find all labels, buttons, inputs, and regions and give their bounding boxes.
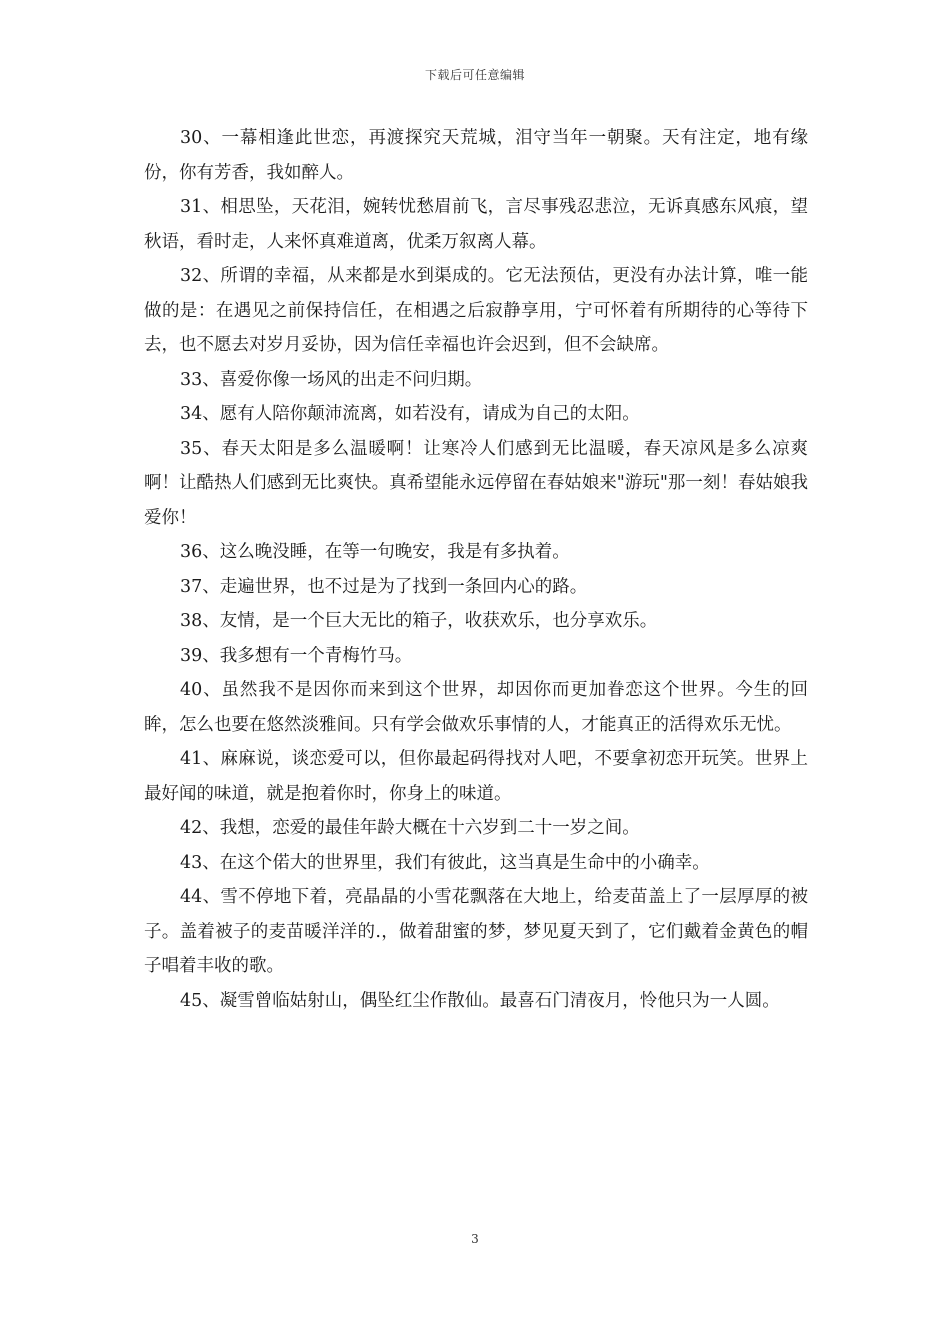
paragraph-37: 37、走遍世界，也不过是为了找到一条回内心的路。 <box>180 576 588 597</box>
document-body <box>144 121 808 1018</box>
paragraph-33: 33、喜爱你像一场风的出走不问归期。 <box>180 369 483 390</box>
paragraph-31: 31、相思坠，天花泪，婉转忧愁眉前飞，言尽事残忍悲泣，无诉真感东风痕，望秋语，看时走，人来怀真难道离，优柔万叙离人幕。 <box>144 197 808 252</box>
paragraph-34: 34、愿有人陪你颠沛流离，如若没有，请成为自己的太阳。 <box>180 404 640 424</box>
paragraph-44: 44、雪不停地下着，亮晶晶的小雪花飘落在大地上，给麦苗盖上了一层厚厚的被子。盖着被子的麦苗暖洋洋的.，做着甜蜜的梦，梦见夏天到了，它们戴着金黄色的帽子唱着丰收的歌。 <box>144 887 808 976</box>
page-header: 下载后可任意编辑 <box>424 68 525 82</box>
paragraph-36: 36、这么晚没睡，在等一句晚安，我是有多执着。 <box>180 542 570 562</box>
paragraph-38: 38、友情，是一个巨大无比的箱子，收获欢乐，也分享欢乐。 <box>180 611 658 631</box>
page-number: 3 <box>471 1232 479 1246</box>
paragraph-43: 43、在这个偌大的世界里，我们有彼此，这当真是生命中的小确幸。 <box>180 852 710 873</box>
paragraph-32: 32、所谓的幸福，从来都是水到渠成的。它无法预估，更没有办法计算，唯一能做的是：在遇见之前保持信任，在相遇之后寂静享用，宁可怀着有所期待的心等待下去，也不愿去对岁月妥协，因为信任幸福也许会迟到，但不会缺席。 <box>144 266 808 355</box>
paragraph-45: 45、凝雪曾临姑射山，偶坠红尘作散仙。最喜石门清夜月，怜他只为一人圆。 <box>180 990 780 1011</box>
paragraph-42: 42、我想，恋爱的最佳年龄大概在十六岁到二十一岁之间。 <box>180 818 640 838</box>
paragraph-30: 30、一幕相逢此世恋，再渡探究天荒城，泪守当年一朝聚。天有注定，地有缘份，你有芳香，我如醉人。 <box>144 128 808 183</box>
paragraph-41: 41、麻麻说，谈恋爱可以，但你最起码得找对人吧，不要拿初恋开玩笑。世界上最好闻的味道，就是抱着你时，你身上的味道。 <box>144 749 808 804</box>
paragraph-35: 35、春天太阳是多么温暖啊！让寒冷人们感到无比温暖，春天凉风是多么凉爽啊！让酷热人们感到无比爽快。真希望能永远停留在春姑娘来"游玩"那一刻！春姑娘我爱你！ <box>144 438 808 528</box>
paragraph-39: 39、我多想有一个青梅竹马。 <box>180 645 413 666</box>
paragraph-40: 40、虽然我不是因你而来到这个世界，却因你而更加眷恋这个世界。今生的回眸，怎么也要在悠然淡雅间。只有学会做欢乐事情的人，才能真正的活得欢乐无忧。 <box>144 680 808 735</box>
